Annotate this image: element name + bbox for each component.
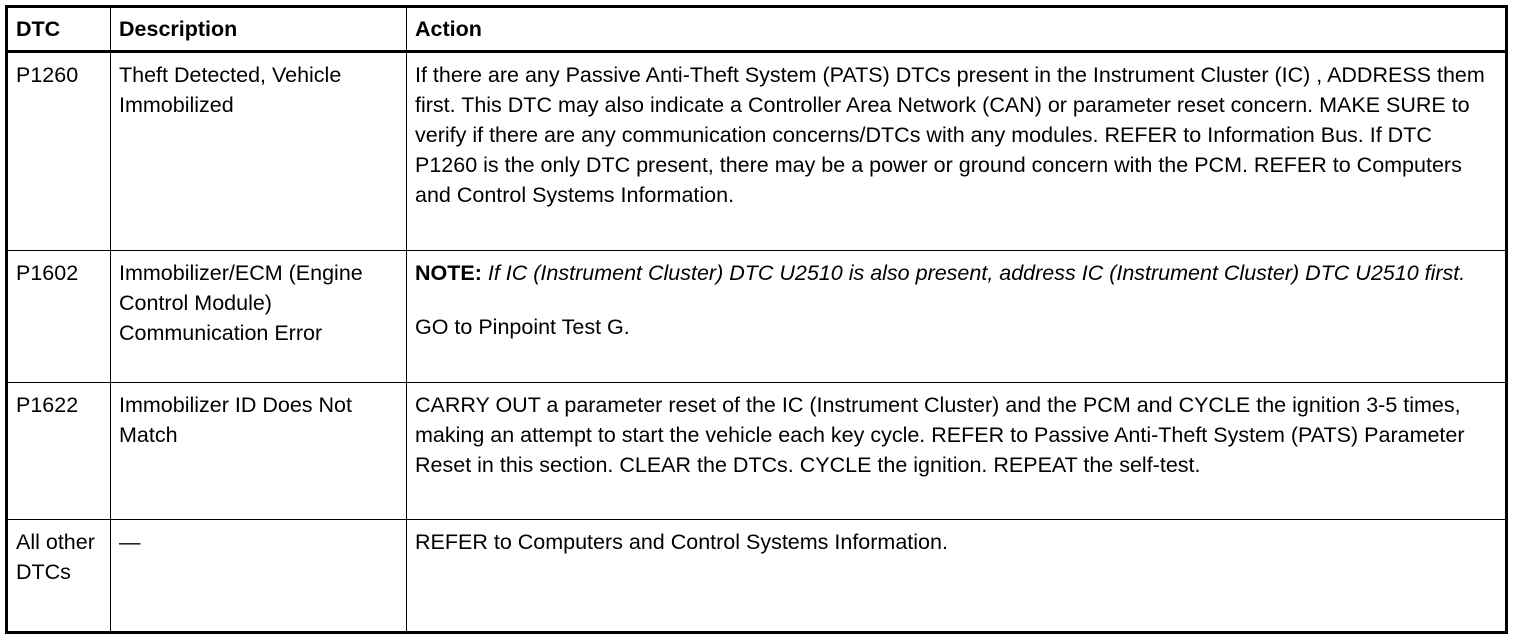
note bbox=[415, 258, 1497, 288]
dtc-action: REFER to Computers and Control Systems Information. bbox=[407, 520, 1507, 633]
table-row bbox=[7, 52, 1507, 251]
note-label: NOTE: bbox=[415, 261, 482, 285]
dtc-action-cell bbox=[407, 251, 1507, 383]
dtc-code: P1602 bbox=[7, 251, 111, 383]
dtc-description: Immobilizer/ECM (Engine Control Module) Communication Error bbox=[111, 251, 407, 383]
header-action: Action bbox=[407, 7, 1507, 52]
dtc-code: P1622 bbox=[7, 383, 111, 520]
dtc-description: Theft Detected, Vehicle Immobilized bbox=[111, 52, 407, 251]
dtc-code: P1260 bbox=[7, 52, 111, 251]
table-row bbox=[7, 383, 1507, 520]
dtc-action: GO to Pinpoint Test G. bbox=[415, 315, 630, 339]
dtc-action: If there are any Passive Anti-Theft System (PATS) DTCs present in the Instrument Cluster (IC) , ADDRESS them first. This DTC may also indicate a Controller Area Network (CAN) or parameter reset concern. MAKE SURE to verify if there are any communication concerns/DTCs with any modules. REFER to Information Bus. If DTC P1260 is the only DTC present, there may be a power or ground concern with the PCM. REFER to Computers and Control Systems Information. bbox=[407, 52, 1507, 251]
dtc-description: — bbox=[111, 520, 407, 633]
header-dtc: DTC bbox=[7, 7, 111, 52]
dtc-code: All other DTCs bbox=[7, 520, 111, 633]
note-text: If IC (Instrument Cluster) DTC U2510 is also present, address IC (Instrument Cluster) DTC U2510 first. bbox=[487, 261, 1466, 285]
dtc-table bbox=[5, 5, 1508, 634]
dtc-action: CARRY OUT a parameter reset of the IC (Instrument Cluster) and the PCM and CYCLE the ignition 3-5 times, making an attempt to start the vehicle each key cycle. REFER to Passive Anti-Theft System (PATS) Parameter Reset in this section. CLEAR the DTCs. CYCLE the ignition. REPEAT the self-test. bbox=[407, 383, 1507, 520]
header-description: Description bbox=[111, 7, 407, 52]
table-header-row bbox=[7, 7, 1507, 52]
table-row bbox=[7, 520, 1507, 633]
table-row bbox=[7, 251, 1507, 383]
dtc-description: Immobilizer ID Does Not Match bbox=[111, 383, 407, 520]
